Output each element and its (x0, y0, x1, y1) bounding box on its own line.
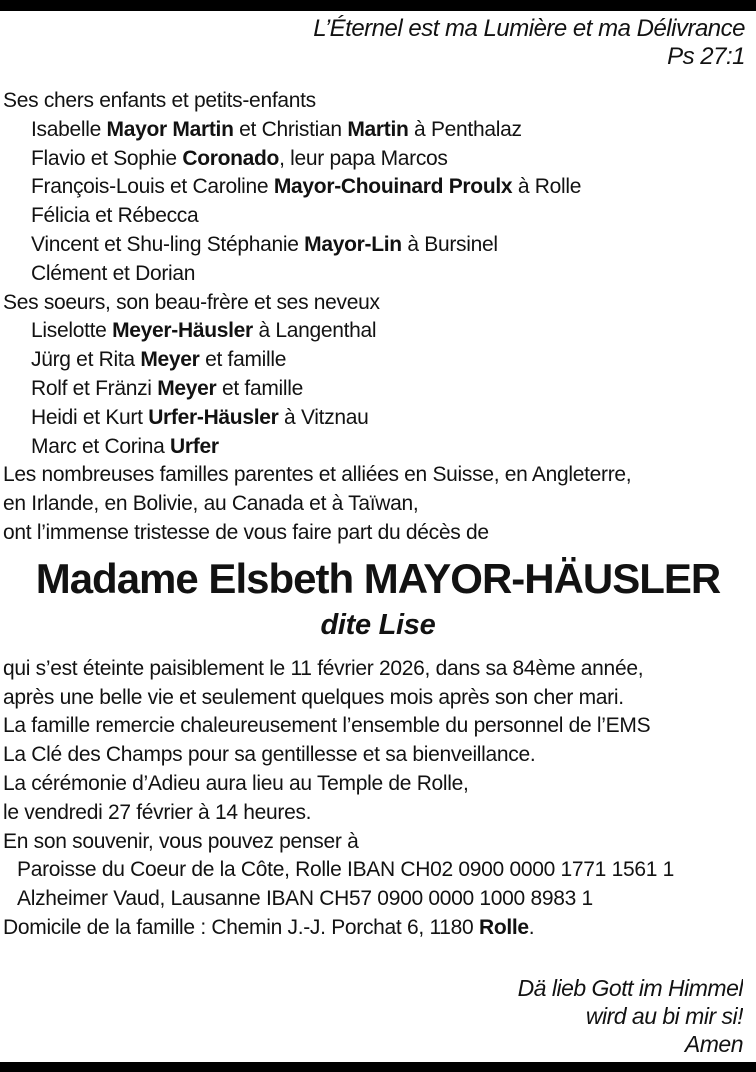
text-segment: Urfer (170, 434, 219, 458)
text-segment: à Vitznau (278, 405, 369, 429)
announcement-line (0, 116, 756, 145)
text-segment: Félicia et Rébecca (31, 204, 199, 228)
announcement-line (0, 317, 756, 346)
top-rule (0, 0, 756, 11)
text-segment: Rolle (478, 915, 529, 939)
closing-line (0, 974, 743, 1002)
details-line (0, 799, 756, 828)
text-segment: Ps 27:1 (667, 43, 745, 70)
announcement-line (0, 231, 756, 260)
text-segment: Dä lieb Gott im Himmel (517, 974, 743, 1001)
text-segment: François-Louis et Caroline (31, 175, 274, 199)
details-line (0, 741, 756, 770)
closing-prayer (0, 974, 756, 1058)
text-segment: le vendredi 27 février à 14 heures. (3, 800, 312, 824)
text-segment: en Irlande, en Bolivie, au Canada et à Taïwan, (3, 492, 419, 516)
text-segment: En son souvenir, vous pouvez penser à (3, 829, 359, 853)
announcement-line (0, 519, 756, 548)
bottom-rule (0, 1062, 756, 1072)
announcement-line (0, 461, 756, 490)
text-segment: Mayor-Lin (304, 232, 402, 256)
text-segment: à Langenthal (252, 319, 377, 343)
announcement-line (0, 375, 756, 404)
details-line (0, 655, 756, 684)
text-segment: ont l’immense tristesse de vous faire part du décès de (3, 520, 489, 544)
text-segment: Amen (684, 1030, 743, 1057)
announcement-line (0, 202, 756, 231)
text-segment: Coronado (182, 146, 280, 170)
text-segment: et famille (199, 348, 287, 372)
text-segment: Les nombreuses familles parentes et alliées en Suisse, en Angleterre, (3, 463, 632, 487)
details-line (0, 856, 756, 885)
text-segment: à Penthalaz (408, 117, 522, 141)
text-segment: Meyer (140, 348, 200, 372)
text-segment: qui s’est éteinte paisiblement le 11 février 2026, dans sa 84ème année, (3, 656, 644, 680)
deceased-name: Madame Elsbeth MAYOR-HÄUSLER (35, 554, 721, 602)
text-segment: à Rolle (512, 175, 582, 199)
text-segment: Meyer-Häusler (112, 319, 253, 343)
text-segment: , leur papa Marcos (279, 146, 448, 170)
text-segment: wird au bi mir si! (585, 1002, 743, 1029)
text-segment: Rolf et Fränzi (31, 376, 158, 400)
announcement-line (0, 490, 756, 519)
text-segment: L’Éternel est ma Lumière et ma Délivrance (313, 15, 745, 42)
details-line (0, 684, 756, 713)
notice-details (0, 655, 756, 943)
text-segment: après une belle vie et seulement quelques mois après son cher mari. (3, 685, 624, 709)
epigraph-line (0, 15, 745, 43)
text-segment: Martin (347, 117, 409, 141)
text-segment: Paroisse du Coeur de la Côte, Rolle IBAN CH02 0900 0000 1771 1561 1 (17, 858, 675, 882)
announcement-line (0, 404, 756, 433)
text-segment: La Clé des Champs pour sa gentillesse et sa bienveillance. (3, 743, 536, 767)
text-segment: Flavio et Sophie (31, 146, 183, 170)
announcement-line (0, 145, 756, 174)
text-segment: Heidi et Kurt (31, 405, 149, 429)
text-segment: Liselotte (31, 319, 113, 343)
text-segment: Jürg et Rita (31, 348, 141, 372)
announcement-line (0, 87, 756, 116)
text-segment: Marc et Corina (31, 434, 171, 458)
text-segment: et famille (216, 376, 304, 400)
announcement-line (0, 173, 756, 202)
text-segment: Domicile de la famille : Chemin J.-J. Porchat 6, 1180 (3, 915, 479, 939)
deceased-nickname: dite Lise (320, 608, 436, 641)
epigraph (0, 15, 756, 71)
text-segment: Meyer (157, 376, 217, 400)
details-line (0, 712, 756, 741)
text-segment: . (528, 915, 535, 939)
closing-line (0, 1002, 743, 1030)
details-line (0, 914, 756, 943)
details-line (0, 828, 756, 857)
details-line (0, 885, 756, 914)
family-announcement (0, 87, 756, 548)
announcement-line (0, 289, 756, 318)
text-segment: Urfer-Häusler (148, 405, 279, 429)
text-segment: Isabelle (31, 117, 107, 141)
text-segment: Clément et Dorian (31, 261, 196, 285)
text-segment: à Bursinel (401, 232, 498, 256)
text-segment: Vincent et Shu-ling Stéphanie (31, 232, 305, 256)
text-segment: et Christian (233, 117, 348, 141)
text-segment: Ses soeurs, son beau-frère et ses neveux (3, 290, 380, 314)
text-segment: Ses chers enfants et petits-enfants (3, 89, 316, 112)
text-segment: Alzheimer Vaud, Lausanne IBAN CH57 0900 0000 1000 8983 1 (17, 887, 593, 911)
details-line (0, 770, 756, 799)
announcement-line (0, 346, 756, 375)
epigraph-line (0, 43, 745, 71)
text-segment: La famille remercie chaleureusement l’ensemble du personnel de l’EMS (3, 714, 651, 738)
text-segment: La cérémonie d’Adieu aura lieu au Temple de Rolle, (3, 771, 469, 795)
announcement-line (0, 260, 756, 289)
announcement-line (0, 433, 756, 462)
text-segment: Mayor Martin (106, 117, 234, 141)
closing-line (0, 1030, 743, 1058)
text-segment: Mayor-Chouinard Proulx (273, 175, 513, 199)
